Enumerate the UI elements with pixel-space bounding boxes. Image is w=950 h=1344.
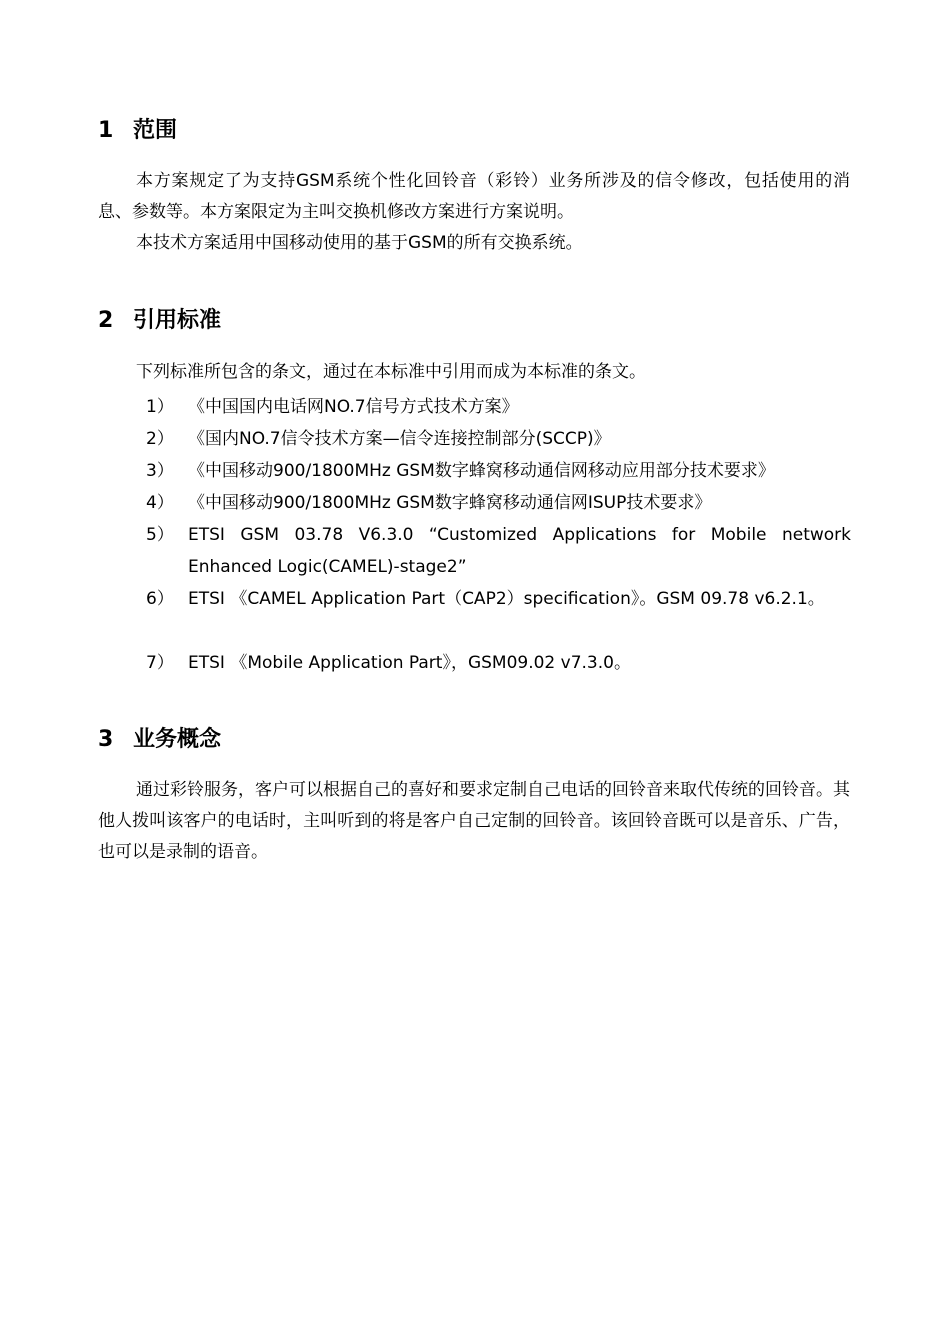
section-number: 1 <box>98 118 114 143</box>
reference-text: 《中国移动900/1800MHz GSM数字蜂窝移动通信网移动应用部分技术要求》 <box>188 461 775 481</box>
reference-index: 4） <box>146 493 174 513</box>
section-number: 2 <box>98 308 114 333</box>
reference-text: ETSI 《Mobile Application Part》，GSM09.02 v7.3.0。 <box>188 653 631 673</box>
reference-item <box>146 455 851 487</box>
reference-item <box>146 391 851 423</box>
paragraph: 本方案规定了为支持GSM系统个性化回铃音（彩铃）业务所涉及的信令修改，包括使用的消息、参数等。本方案限定为主叫交换机修改方案进行方案说明。 <box>98 171 850 222</box>
section-title: 业务概念 <box>133 727 222 752</box>
reference-index: 5） <box>146 525 174 545</box>
reference-item <box>146 583 851 615</box>
reference-text: 《中国移动900/1800MHz GSM数字蜂窝移动通信网ISUP技术要求》 <box>188 493 712 513</box>
reference-text: ETSI 《CAMEL Application Part（CAP2）specification》。GSM 09.78 v6.2.1。 <box>188 589 825 609</box>
reference-item <box>146 647 851 679</box>
paragraph: 下列标准所包含的条文，通过在本标准中引用而成为本标准的条文。 <box>136 362 646 382</box>
section-number: 3 <box>98 727 114 752</box>
reference-index: 3） <box>146 461 174 481</box>
reference-item <box>146 423 851 455</box>
section-heading-references <box>98 306 221 336</box>
reference-index: 2） <box>146 429 174 449</box>
section-title: 范围 <box>133 118 178 143</box>
reference-text: 《国内NO.7信令技术方案—信令连接控制部分(SCCP)》 <box>188 429 611 449</box>
paragraph: 本技术方案适用中国移动使用的基于GSM的所有交换系统。 <box>136 233 583 253</box>
reference-index: 7） <box>146 653 174 673</box>
paragraph: 通过彩铃服务，客户可以根据自己的喜好和要求定制自己电话的回铃音来取代传统的回铃音。其他人拨叫该客户的电话时，主叫听到的将是客户自己定制的回铃音。该回铃音既可以是音乐、广告，也可以是录制的语音。 <box>98 780 850 862</box>
reference-index: 6） <box>146 589 174 609</box>
reference-item <box>146 519 851 583</box>
reference-item <box>146 487 851 519</box>
reference-text: 《中国国内电话网NO.7信号方式技术方案》 <box>188 397 519 417</box>
section-heading-scope <box>98 116 177 146</box>
section-title: 引用标准 <box>133 308 222 333</box>
reference-index: 1） <box>146 397 174 417</box>
section-heading-service-concept <box>98 725 221 755</box>
reference-text: ETSI GSM 03.78 V6.3.0 “Customized Applications for Mobile network Enhanced Logic(CAMEL)-stage2” <box>188 525 851 577</box>
